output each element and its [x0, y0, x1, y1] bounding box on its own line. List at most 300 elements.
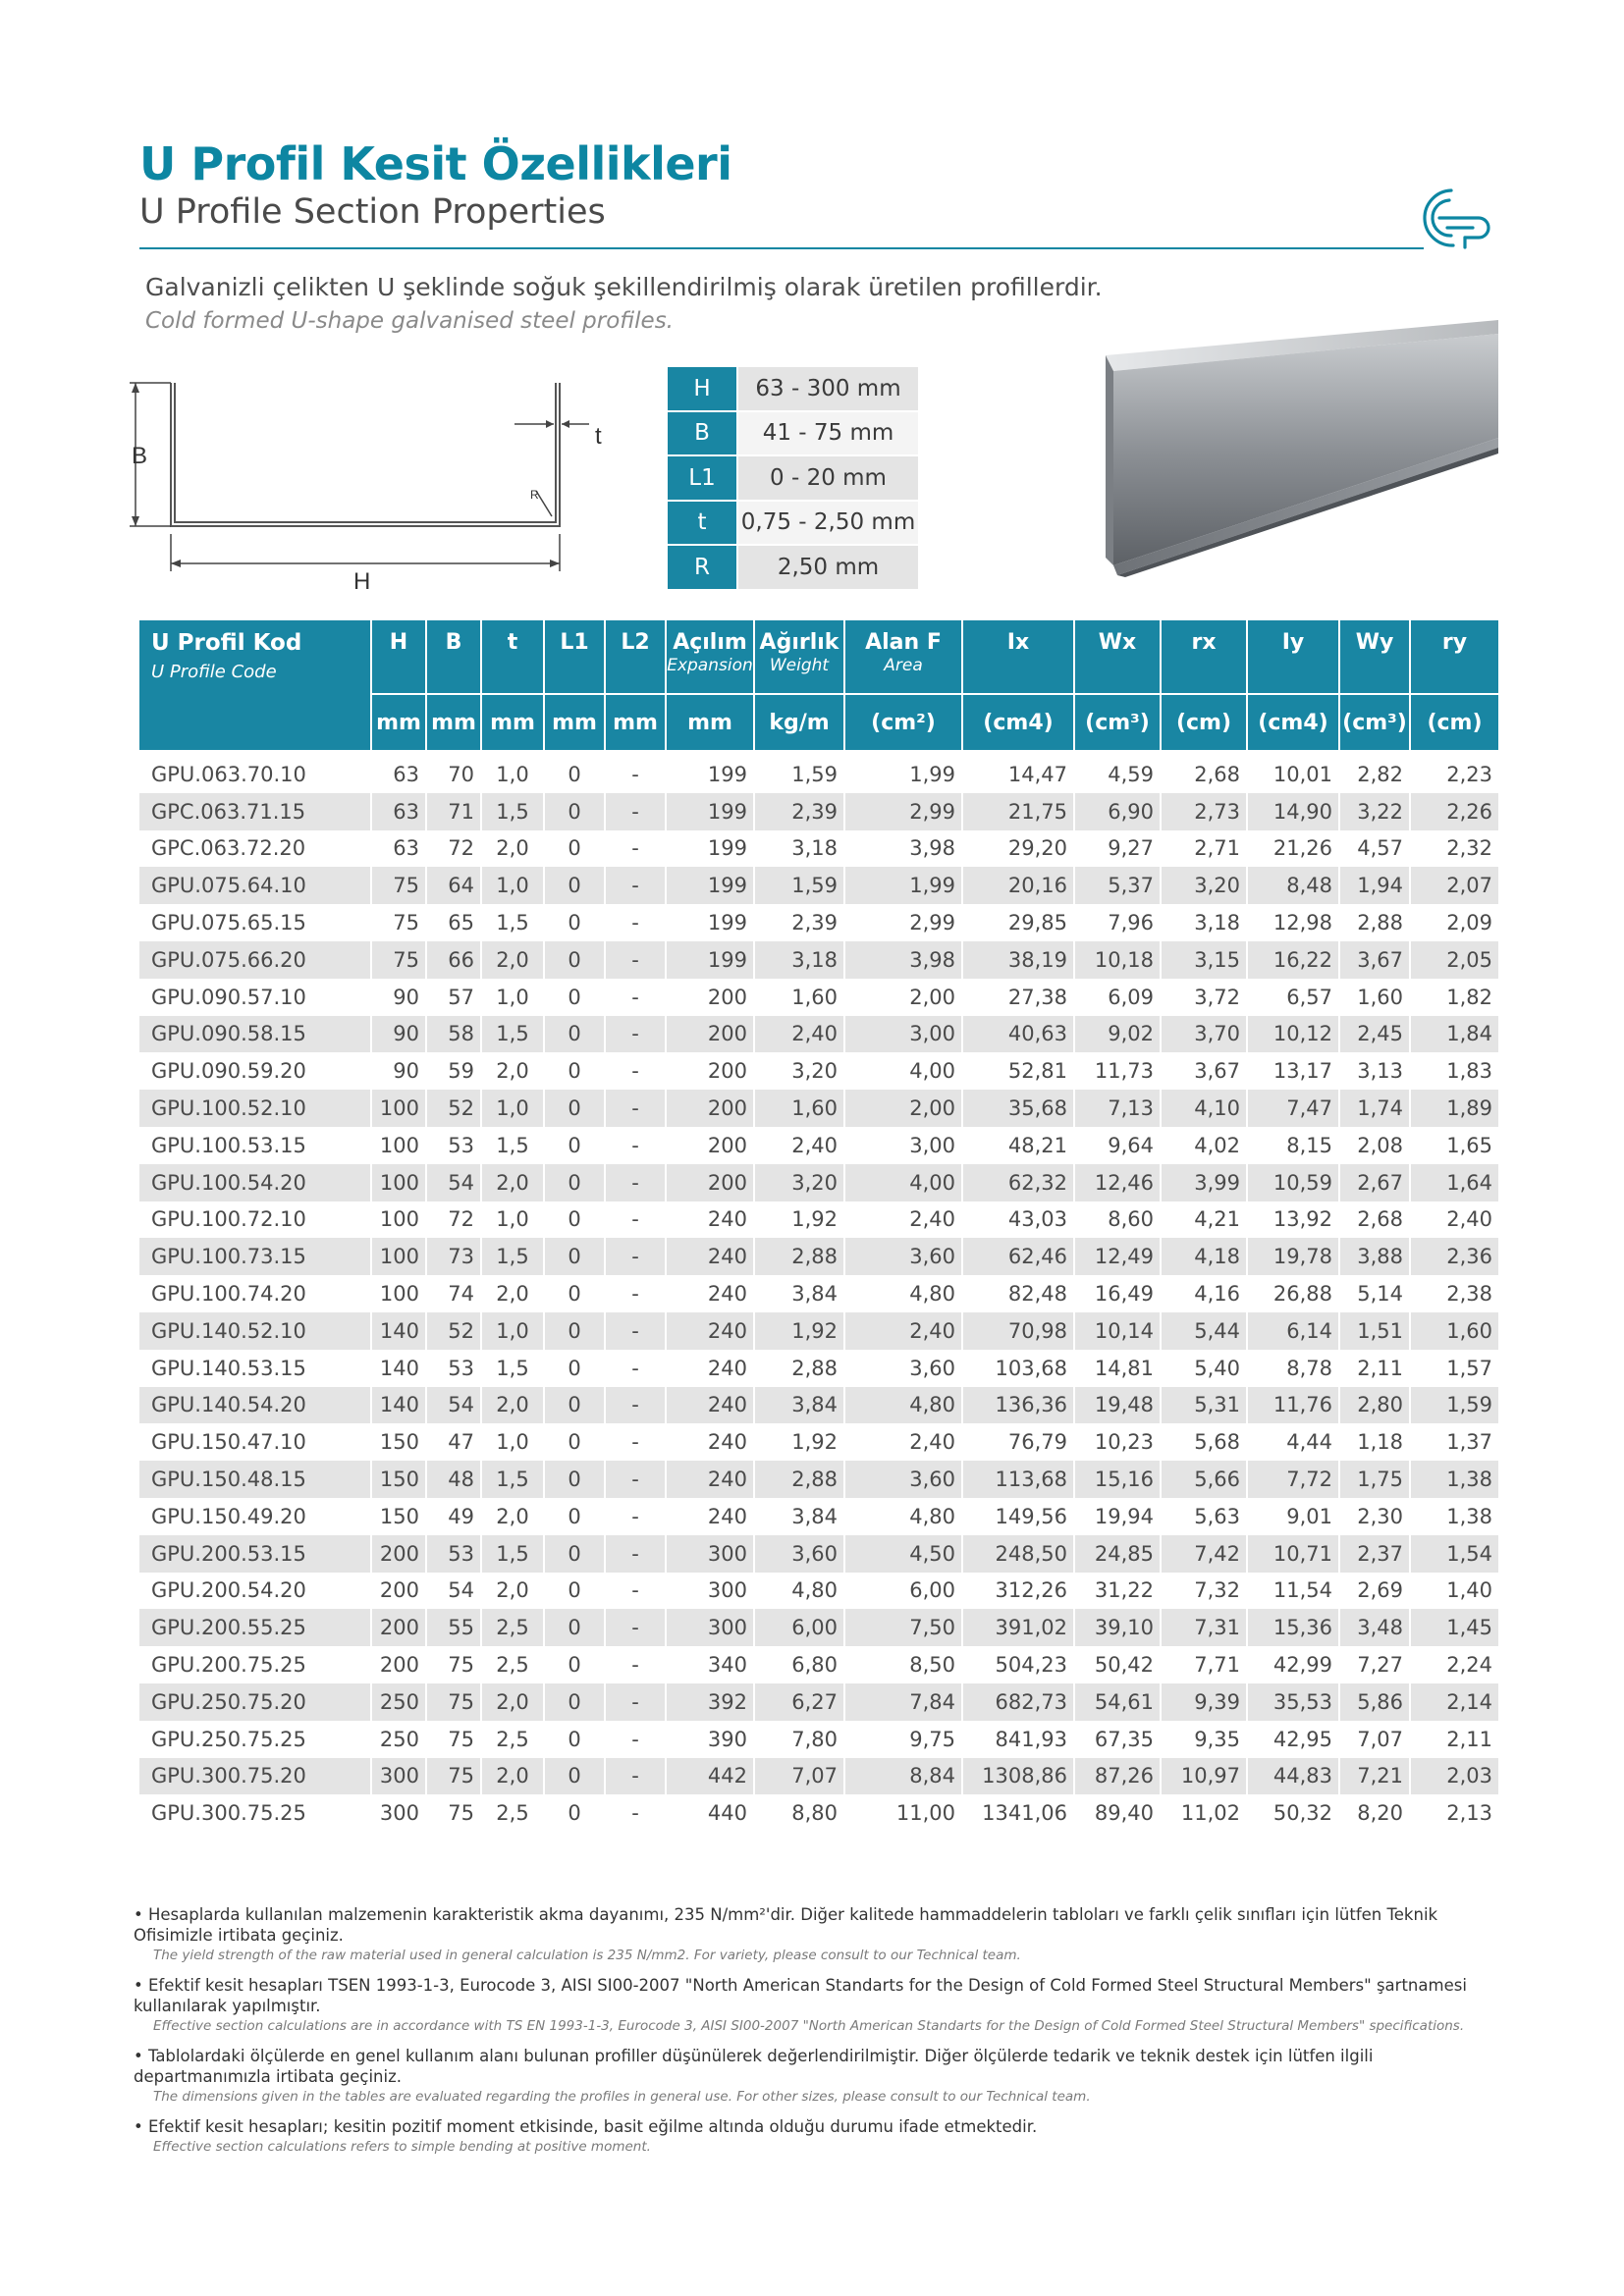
table-cell: 240 — [666, 1387, 754, 1424]
table-cell: 2,0 — [481, 1758, 544, 1795]
table-cell: 6,09 — [1074, 979, 1161, 1016]
table-cell: 1,51 — [1339, 1312, 1410, 1350]
table-cell: 1,59 — [1410, 1387, 1498, 1424]
profile-code-cell: GPU.200.55.25 — [139, 1609, 371, 1646]
table-row — [139, 1609, 1498, 1646]
table-cell: 11,73 — [1074, 1052, 1161, 1090]
table-cell: 9,39 — [1161, 1683, 1247, 1721]
table-cell: 199 — [666, 904, 754, 941]
table-cell: 0 — [544, 979, 605, 1016]
table-cell: 100 — [371, 1090, 426, 1127]
table-cell: 0 — [544, 1461, 605, 1498]
table-cell: 140 — [371, 1312, 426, 1350]
table-row — [139, 1721, 1498, 1758]
table-cell: 149,56 — [962, 1498, 1074, 1535]
table-cell: 1,89 — [1410, 1090, 1498, 1127]
table-row — [139, 1201, 1498, 1239]
table-cell: 1,38 — [1410, 1461, 1498, 1498]
table-cell: 6,57 — [1247, 979, 1339, 1016]
spec-key: B — [668, 411, 737, 456]
table-cell: 7,32 — [1161, 1573, 1247, 1610]
footnote-text: • Efektif kesit hesapları TSEN 1993-1-3, Eurocode 3, AISI SI00-2007 "North American Standarts for the Design of Cold Formed Steel Structural Members" şartnamesi kullanılarak yapılmıştır. — [134, 1976, 1467, 2015]
table-cell: 199 — [666, 793, 754, 830]
table-cell: 2,07 — [1410, 867, 1498, 904]
table-cell: 2,5 — [481, 1646, 544, 1683]
column-unit: mm — [605, 694, 666, 753]
table-cell: 9,02 — [1074, 1016, 1161, 1053]
company-logo-icon — [1410, 183, 1496, 251]
footnote-text: • Tablolardaki ölçülerde en genel kullanım alanı bulunan profiller düşünülerek değerlendirilmiştir. Diğer ölçülerde tedarik ve teknik destek için lütfen ilgili departmanımızla irtibata geçiniz. — [134, 2047, 1374, 2086]
profile-code-cell: GPU.100.54.20 — [139, 1164, 371, 1201]
table-cell: 10,59 — [1247, 1164, 1339, 1201]
table-cell: 0 — [544, 793, 605, 830]
table-cell: 4,80 — [844, 1498, 962, 1535]
table-cell: 5,66 — [1161, 1461, 1247, 1498]
table-cell: 1,74 — [1339, 1090, 1410, 1127]
table-cell: 2,69 — [1339, 1573, 1410, 1610]
profile-code-cell: GPU.075.64.10 — [139, 867, 371, 904]
table-cell: 1,5 — [481, 1127, 544, 1164]
profile-code-cell: GPU.140.52.10 — [139, 1312, 371, 1350]
table-cell: - — [605, 941, 666, 979]
column-unit: mm — [481, 694, 544, 753]
table-cell: 1,5 — [481, 1461, 544, 1498]
table-cell: 3,18 — [754, 941, 844, 979]
table-cell: - — [605, 1016, 666, 1053]
table-cell: 0 — [544, 1498, 605, 1535]
column-unit: (cm³) — [1339, 694, 1410, 753]
table-cell: 0 — [544, 1164, 605, 1201]
table-cell: 0 — [544, 1721, 605, 1758]
table-cell: 199 — [666, 867, 754, 904]
spec-row — [668, 455, 918, 501]
table-cell: 2,32 — [1410, 830, 1498, 868]
table-cell: 300 — [666, 1609, 754, 1646]
table-cell: 4,00 — [844, 1164, 962, 1201]
column-header: rx — [1161, 620, 1247, 694]
table-cell: 2,24 — [1410, 1646, 1498, 1683]
table-cell: 64 — [426, 867, 481, 904]
table-cell: 7,72 — [1247, 1461, 1339, 1498]
table-cell: 240 — [666, 1498, 754, 1535]
table-cell: 75 — [426, 1646, 481, 1683]
profile-code-cell: GPU.150.49.20 — [139, 1498, 371, 1535]
table-cell: - — [605, 1646, 666, 1683]
table-cell: 199 — [666, 941, 754, 979]
table-cell: 1,60 — [1339, 979, 1410, 1016]
table-cell: 1,18 — [1339, 1423, 1410, 1461]
table-cell: 8,84 — [844, 1758, 962, 1795]
table-cell: 136,36 — [962, 1387, 1074, 1424]
table-cell: 27,38 — [962, 979, 1074, 1016]
table-cell: 1,5 — [481, 1535, 544, 1573]
profile-code-cell: GPU.100.52.10 — [139, 1090, 371, 1127]
table-cell: 1,45 — [1410, 1609, 1498, 1646]
table-cell: 53 — [426, 1350, 481, 1387]
table-cell: 2,26 — [1410, 793, 1498, 830]
table-cell: 3,60 — [754, 1535, 844, 1573]
intro-text: Galvanizli çelikten U şeklinde soğuk şekillendirilmiş olarak üretilen profillerdir. — [145, 273, 1103, 301]
table-cell: 340 — [666, 1646, 754, 1683]
table-row — [139, 1498, 1498, 1535]
table-cell: 2,40 — [844, 1423, 962, 1461]
table-cell: 200 — [666, 979, 754, 1016]
table-cell: 5,86 — [1339, 1683, 1410, 1721]
table-cell: 7,50 — [844, 1609, 962, 1646]
table-cell: 15,16 — [1074, 1461, 1161, 1498]
table-cell: 48,21 — [962, 1127, 1074, 1164]
table-cell: 43,03 — [962, 1201, 1074, 1239]
table-cell: 1,40 — [1410, 1573, 1498, 1610]
table-cell: 2,45 — [1339, 1016, 1410, 1053]
table-cell: - — [605, 1609, 666, 1646]
table-cell: 0 — [544, 1646, 605, 1683]
table-cell: 0 — [544, 1350, 605, 1387]
table-cell: 150 — [371, 1423, 426, 1461]
table-cell: 90 — [371, 1016, 426, 1053]
table-cell: - — [605, 1423, 666, 1461]
table-cell: - — [605, 1350, 666, 1387]
table-cell: 5,63 — [1161, 1498, 1247, 1535]
table-cell: 6,14 — [1247, 1312, 1339, 1350]
table-cell: 5,37 — [1074, 867, 1161, 904]
table-cell: 73 — [426, 1238, 481, 1275]
table-cell: 4,50 — [844, 1535, 962, 1573]
table-cell: 50,32 — [1247, 1794, 1339, 1832]
table-cell: - — [605, 1275, 666, 1312]
table-cell: 2,00 — [844, 1090, 962, 1127]
table-cell: 1,59 — [754, 867, 844, 904]
table-cell: 100 — [371, 1164, 426, 1201]
spec-row — [668, 501, 918, 546]
table-cell: 2,13 — [1410, 1794, 1498, 1832]
spec-value: 0 - 20 mm — [737, 455, 918, 501]
table-cell: 39,10 — [1074, 1609, 1161, 1646]
table-cell: 74 — [426, 1275, 481, 1312]
table-cell: - — [605, 1573, 666, 1610]
intro-text-en: Cold formed U-shape galvanised steel profiles. — [145, 308, 674, 334]
table-cell: 2,99 — [844, 904, 962, 941]
table-cell: 2,88 — [754, 1461, 844, 1498]
table-cell: 2,40 — [754, 1016, 844, 1053]
table-cell: 1,38 — [1410, 1498, 1498, 1535]
table-cell: 12,98 — [1247, 904, 1339, 941]
table-row — [139, 753, 1498, 793]
table-row — [139, 1794, 1498, 1832]
table-cell: 11,00 — [844, 1794, 962, 1832]
table-cell: 3,70 — [1161, 1016, 1247, 1053]
profile-code-cell: GPU.075.65.15 — [139, 904, 371, 941]
table-cell: 9,75 — [844, 1721, 962, 1758]
profile-outline — [171, 383, 560, 526]
table-cell: - — [605, 1387, 666, 1424]
table-cell: 150 — [371, 1461, 426, 1498]
table-cell: - — [605, 1312, 666, 1350]
table-cell: 49 — [426, 1498, 481, 1535]
table-cell: 3,20 — [754, 1052, 844, 1090]
table-cell: 3,60 — [844, 1461, 962, 1498]
table-cell: - — [605, 1164, 666, 1201]
table-cell: 1,59 — [754, 753, 844, 793]
table-cell: 1,57 — [1410, 1350, 1498, 1387]
table-cell: 2,68 — [1339, 1201, 1410, 1239]
u-profile-photo — [1106, 312, 1498, 577]
diagram-label-h: H — [353, 568, 371, 595]
table-cell: 52 — [426, 1312, 481, 1350]
table-cell: 2,73 — [1161, 793, 1247, 830]
column-unit: mm — [544, 694, 605, 753]
table-cell: 240 — [666, 1275, 754, 1312]
table-cell: 391,02 — [962, 1609, 1074, 1646]
column-header: Wx — [1074, 620, 1161, 694]
spec-value: 63 - 300 mm — [737, 367, 918, 411]
table-cell: 6,00 — [754, 1609, 844, 1646]
table-cell: 0 — [544, 941, 605, 979]
table-cell: 52,81 — [962, 1052, 1074, 1090]
table-cell: 1,65 — [1410, 1127, 1498, 1164]
table-cell: 4,21 — [1161, 1201, 1247, 1239]
column-header: L2 — [605, 620, 666, 694]
table-cell: 6,00 — [844, 1573, 962, 1610]
table-cell: - — [605, 904, 666, 941]
table-cell: 19,78 — [1247, 1238, 1339, 1275]
table-cell: 1,82 — [1410, 979, 1498, 1016]
table-cell: 2,0 — [481, 1052, 544, 1090]
table-cell: 16,22 — [1247, 941, 1339, 979]
diagram-label-t: t — [595, 423, 602, 450]
table-cell: 35,53 — [1247, 1683, 1339, 1721]
table-cell: 0 — [544, 1016, 605, 1053]
table-cell: 16,49 — [1074, 1275, 1161, 1312]
table-cell: 1,5 — [481, 1350, 544, 1387]
footnote-text-en: The yield strength of the raw material used in general calculation is 235 N/mm2. For variety, please consult to our Technical team. — [153, 1948, 1021, 1963]
table-cell: 59 — [426, 1052, 481, 1090]
footnotes — [134, 1904, 1508, 2166]
table-cell: 4,10 — [1161, 1090, 1247, 1127]
table-cell: 1,0 — [481, 753, 544, 793]
table-cell: 13,17 — [1247, 1052, 1339, 1090]
table-cell: 3,13 — [1339, 1052, 1410, 1090]
profile-code-cell: GPU.100.72.10 — [139, 1201, 371, 1239]
table-cell: 300 — [666, 1573, 754, 1610]
table-cell: 1,64 — [1410, 1164, 1498, 1201]
table-cell: 7,07 — [754, 1758, 844, 1795]
table-cell: 841,93 — [962, 1721, 1074, 1758]
table-cell: 20,16 — [962, 867, 1074, 904]
table-cell: 7,42 — [1161, 1535, 1247, 1573]
table-cell: 55 — [426, 1609, 481, 1646]
table-cell: 2,5 — [481, 1609, 544, 1646]
table-cell: 3,67 — [1161, 1052, 1247, 1090]
table-cell: 6,80 — [754, 1646, 844, 1683]
spec-row — [668, 411, 918, 456]
column-header: L1 — [544, 620, 605, 694]
table-cell: 82,48 — [962, 1275, 1074, 1312]
table-cell: 54 — [426, 1387, 481, 1424]
table-cell: 3,20 — [1161, 867, 1247, 904]
footnote-text-en: The dimensions given in the tables are evaluated regarding the profiles in general use. For other sizes, please consult to our Technical team. — [153, 2089, 1091, 2105]
table-cell: 140 — [371, 1350, 426, 1387]
table-cell: 1308,86 — [962, 1758, 1074, 1795]
table-cell: 240 — [666, 1238, 754, 1275]
table-cell: 62,32 — [962, 1164, 1074, 1201]
table-row — [139, 867, 1498, 904]
table-row — [139, 1312, 1498, 1350]
table-cell: 2,09 — [1410, 904, 1498, 941]
column-header: Iy — [1247, 620, 1339, 694]
table-cell: 14,47 — [962, 753, 1074, 793]
table-cell: 66 — [426, 941, 481, 979]
table-row — [139, 1423, 1498, 1461]
profile-code-cell: GPU.250.75.20 — [139, 1683, 371, 1721]
table-cell: 1,92 — [754, 1423, 844, 1461]
spec-key: L1 — [668, 455, 737, 501]
table-cell: 3,84 — [754, 1387, 844, 1424]
spec-value: 0,75 - 2,50 mm — [737, 501, 918, 546]
table-cell: 8,50 — [844, 1646, 962, 1683]
column-unit: (cm4) — [1247, 694, 1339, 753]
table-cell: 2,40 — [1410, 1201, 1498, 1239]
profile-code-cell: GPC.063.71.15 — [139, 793, 371, 830]
table-cell: 2,0 — [481, 1275, 544, 1312]
table-cell: 3,18 — [754, 830, 844, 868]
table-cell: 200 — [371, 1573, 426, 1610]
table-cell: 504,23 — [962, 1646, 1074, 1683]
table-cell: 2,80 — [1339, 1387, 1410, 1424]
table-cell: 70 — [426, 753, 481, 793]
table-cell: 150 — [371, 1498, 426, 1535]
table-cell: 3,98 — [844, 941, 962, 979]
table-cell: 3,48 — [1339, 1609, 1410, 1646]
table-cell: 21,75 — [962, 793, 1074, 830]
table-cell: 100 — [371, 1238, 426, 1275]
table-cell: 26,88 — [1247, 1275, 1339, 1312]
table-cell: 3,84 — [754, 1498, 844, 1535]
table-cell: 3,20 — [754, 1164, 844, 1201]
table-cell: 1,0 — [481, 867, 544, 904]
profile-code-cell: GPU.090.57.10 — [139, 979, 371, 1016]
table-cell: 3,22 — [1339, 793, 1410, 830]
column-header: H — [371, 620, 426, 694]
column-unit: mm — [426, 694, 481, 753]
table-cell: 89,40 — [1074, 1794, 1161, 1832]
table-cell: 7,96 — [1074, 904, 1161, 941]
profile-code-cell: GPU.300.75.20 — [139, 1758, 371, 1795]
table-cell: - — [605, 793, 666, 830]
table-cell: 250 — [371, 1721, 426, 1758]
table-cell: 12,46 — [1074, 1164, 1161, 1201]
table-cell: 29,85 — [962, 904, 1074, 941]
column-unit: (cm4) — [962, 694, 1074, 753]
table-row — [139, 979, 1498, 1016]
table-cell: 10,23 — [1074, 1423, 1161, 1461]
table-row — [139, 1535, 1498, 1573]
table-cell: 300 — [666, 1535, 754, 1573]
table-cell: 440 — [666, 1794, 754, 1832]
profile-code-cell: GPU.100.74.20 — [139, 1275, 371, 1312]
table-cell: 47 — [426, 1423, 481, 1461]
table-cell: 7,80 — [754, 1721, 844, 1758]
table-cell: 0 — [544, 1609, 605, 1646]
profile-code-cell: GPU.100.53.15 — [139, 1127, 371, 1164]
table-cell: 57 — [426, 979, 481, 1016]
table-cell: 2,71 — [1161, 830, 1247, 868]
table-cell: 3,67 — [1339, 941, 1410, 979]
footnote-text-en: Effective section calculations are in accordance with TS EN 1993-1-3, Eurocode 3, AISI SI00-2007 "North American Standarts for the Design of Cold Formed Steel Structural Members" specifications. — [153, 2018, 1465, 2034]
table-cell: 200 — [666, 1052, 754, 1090]
table-cell: 0 — [544, 1052, 605, 1090]
u-profile-diagram — [126, 369, 636, 595]
diagram-label-r: R — [530, 488, 539, 502]
table-cell: 8,15 — [1247, 1127, 1339, 1164]
footnote-text: • Hesaplarda kullanılan malzemenin karakteristik akma dayanımı, 235 N/mm²'dir. Diğer kalitede hammaddelerin tabloları ve farklı çelik sınıfları için lütfen Teknik Ofisimizle irtibata geçiniz. — [134, 1905, 1438, 1945]
table-cell: 4,16 — [1161, 1275, 1247, 1312]
profile-code-cell: GPC.063.72.20 — [139, 830, 371, 868]
table-row — [139, 904, 1498, 941]
column-unit: (cm) — [1161, 694, 1247, 753]
table-cell: 14,90 — [1247, 793, 1339, 830]
footnote-text: • Efektif kesit hesapları; kesitin pozitif moment etkisinde, basit eğilme altında olduğu durumu ifade etmektedir. — [134, 2117, 1038, 2136]
table-cell: 3,98 — [844, 830, 962, 868]
table-row — [139, 1238, 1498, 1275]
table-cell: 42,99 — [1247, 1646, 1339, 1683]
table-cell: 21,26 — [1247, 830, 1339, 868]
table-cell: 15,36 — [1247, 1609, 1339, 1646]
table-cell: 1,5 — [481, 1016, 544, 1053]
column-header: Ix — [962, 620, 1074, 694]
table-cell: 200 — [666, 1127, 754, 1164]
spec-key: R — [668, 545, 737, 590]
table-cell: 0 — [544, 1275, 605, 1312]
table-cell: 67,35 — [1074, 1721, 1161, 1758]
table-cell: 2,23 — [1410, 753, 1498, 793]
table-cell: 200 — [666, 1164, 754, 1201]
table-cell: 75 — [426, 1721, 481, 1758]
profile-code-cell: GPU.200.54.20 — [139, 1573, 371, 1610]
table-cell: 1,60 — [1410, 1312, 1498, 1350]
column-unit: mm — [371, 694, 426, 753]
table-cell: 2,0 — [481, 941, 544, 979]
table-cell: 390 — [666, 1721, 754, 1758]
spec-value: 41 - 75 mm — [737, 411, 918, 456]
profile-code-cell: GPU.063.70.10 — [139, 753, 371, 793]
table-cell: 9,64 — [1074, 1127, 1161, 1164]
spec-row — [668, 545, 918, 590]
profile-code-cell: GPU.075.66.20 — [139, 941, 371, 979]
table-cell: 248,50 — [962, 1535, 1074, 1573]
table-row — [139, 1461, 1498, 1498]
table-cell: 2,05 — [1410, 941, 1498, 979]
table-cell: 35,68 — [962, 1090, 1074, 1127]
table-cell: 11,54 — [1247, 1573, 1339, 1610]
table-cell: 2,39 — [754, 793, 844, 830]
column-header: B — [426, 620, 481, 694]
profile-properties-table — [139, 620, 1498, 1832]
table-row — [139, 1646, 1498, 1683]
column-unit: kg/m — [754, 694, 844, 753]
table-cell: 42,95 — [1247, 1721, 1339, 1758]
table-cell: - — [605, 1794, 666, 1832]
table-cell: 0 — [544, 1423, 605, 1461]
table-cell: 240 — [666, 1312, 754, 1350]
table-cell: - — [605, 1721, 666, 1758]
table-cell: 4,44 — [1247, 1423, 1339, 1461]
table-cell: 200 — [371, 1535, 426, 1573]
table-cell: 2,11 — [1339, 1350, 1410, 1387]
spec-key: H — [668, 367, 737, 411]
table-cell: 1,54 — [1410, 1535, 1498, 1573]
table-cell: 0 — [544, 1312, 605, 1350]
